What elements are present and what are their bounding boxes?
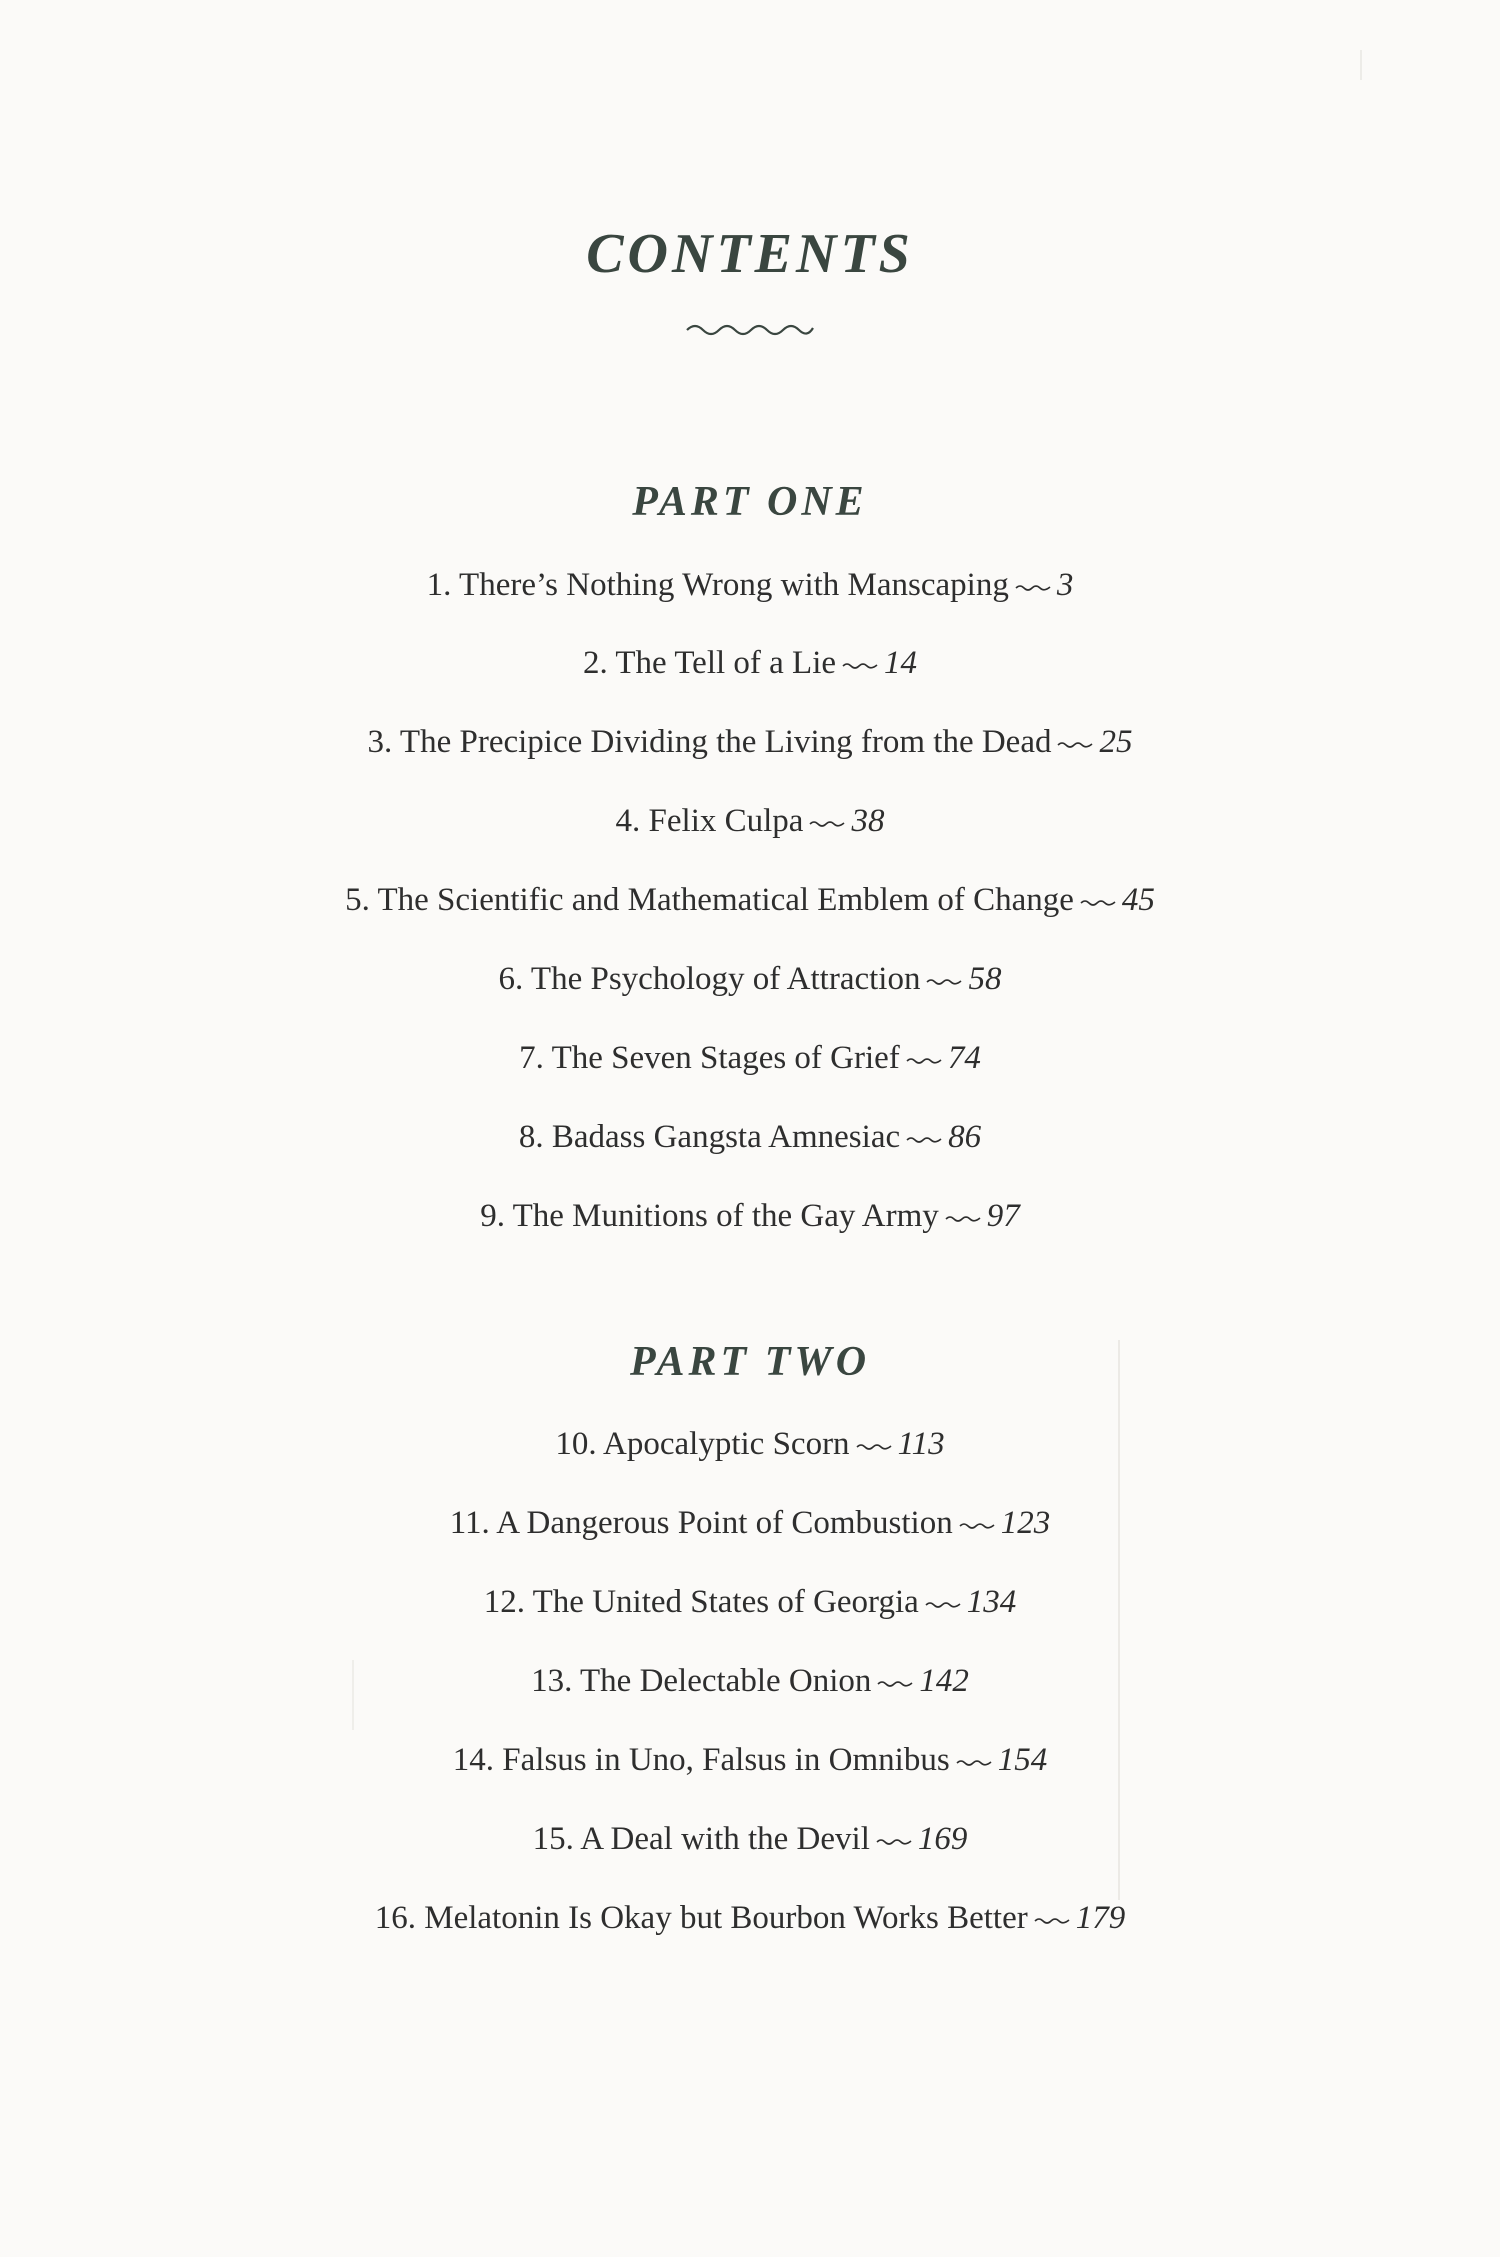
chapter-title: 9. The Munitions of the Gay Army xyxy=(480,1198,939,1234)
page-number: 86 xyxy=(948,1119,982,1155)
chapter-title: 12. The United States of Georgia xyxy=(483,1584,919,1620)
wave-separator-icon xyxy=(842,660,878,670)
chapter-title: 14. Falsus in Uno, Falsus in Omnibus xyxy=(452,1742,950,1778)
page-number: 14 xyxy=(884,645,918,681)
toc-entry[interactable] xyxy=(0,1038,1500,1078)
page-number: 58 xyxy=(968,961,1002,997)
part-two-heading: PART TWO xyxy=(629,1339,871,1385)
chapter-title: 8. Badass Gangsta Amnesiac xyxy=(518,1119,901,1155)
toc-entry[interactable] xyxy=(0,722,1500,762)
wave-separator-icon xyxy=(959,1520,995,1530)
wavy-rule-ornament xyxy=(685,318,815,338)
page-number: 113 xyxy=(897,1426,945,1462)
page-title: CONTENTS xyxy=(586,223,914,285)
wave-separator-icon xyxy=(906,1055,942,1065)
paper-speck xyxy=(352,1660,354,1730)
wave-separator-icon xyxy=(1034,1915,1070,1925)
chapter-title: 7. The Seven Stages of Grief xyxy=(519,1040,900,1076)
chapter-title: 1. There’s Nothing Wrong with Manscaping xyxy=(426,567,1009,603)
wave-separator-icon xyxy=(877,1678,913,1688)
toc-entry[interactable] xyxy=(0,1819,1500,1859)
wave-separator-icon xyxy=(906,1134,942,1144)
page-number: 134 xyxy=(966,1584,1017,1620)
chapter-title: 3. The Precipice Dividing the Living from the Dead xyxy=(367,724,1052,760)
page-number: 179 xyxy=(1075,1900,1126,1936)
chapter-title: 13. The Delectable Onion xyxy=(531,1663,872,1699)
toc-entry[interactable] xyxy=(0,1661,1500,1701)
paper-speck xyxy=(1360,50,1362,80)
wave-separator-icon xyxy=(925,1599,961,1609)
chapter-title: 11. A Dangerous Point of Combustion xyxy=(449,1505,953,1541)
chapter-title: 6. The Psychology of Attraction xyxy=(498,961,921,997)
wave-separator-icon xyxy=(1057,739,1093,749)
wave-separator-icon xyxy=(1015,582,1051,592)
page-number: 169 xyxy=(917,1821,968,1857)
page-number: 45 xyxy=(1121,882,1155,918)
page-number: 123 xyxy=(1000,1505,1051,1541)
chapter-title: 4. Felix Culpa xyxy=(615,803,804,839)
wave-separator-icon xyxy=(926,976,962,986)
paper-crease xyxy=(1118,1340,1120,1900)
toc-entry[interactable] xyxy=(0,880,1500,920)
wave-separator-icon xyxy=(945,1213,981,1223)
chapter-title: 5. The Scientific and Mathematical Emblem of Change xyxy=(345,882,1074,918)
part-one-heading: PART ONE xyxy=(632,479,868,525)
wave-separator-icon xyxy=(876,1836,912,1846)
toc-entry[interactable] xyxy=(0,1424,1500,1464)
toc-entry[interactable] xyxy=(0,959,1500,999)
chapter-title: 2. The Tell of a Lie xyxy=(582,645,837,681)
page-number: 38 xyxy=(851,803,885,839)
wave-separator-icon xyxy=(1080,897,1116,907)
wave-separator-icon xyxy=(956,1757,992,1767)
chapter-title: 16. Melatonin Is Okay but Bourbon Works Better xyxy=(374,1900,1028,1936)
toc-entry[interactable] xyxy=(0,1503,1500,1543)
toc-entry[interactable] xyxy=(0,643,1500,683)
chapter-title: 15. A Deal with the Devil xyxy=(532,1821,870,1857)
toc-entry[interactable] xyxy=(0,1196,1500,1236)
toc-entry[interactable] xyxy=(0,1740,1500,1780)
page-number: 74 xyxy=(947,1040,981,1076)
page-number: 3 xyxy=(1056,567,1074,603)
toc-entry[interactable] xyxy=(0,1117,1500,1157)
page-number: 25 xyxy=(1099,724,1133,760)
page-number: 142 xyxy=(919,1663,969,1699)
toc-entry[interactable] xyxy=(0,1582,1500,1622)
toc-entry[interactable] xyxy=(0,565,1500,605)
page-number: 154 xyxy=(997,1742,1048,1778)
toc-entry[interactable] xyxy=(0,1898,1500,1938)
chapter-title: 10. Apocalyptic Scorn xyxy=(555,1426,850,1462)
page-number: 97 xyxy=(986,1198,1020,1234)
toc-entry[interactable] xyxy=(0,801,1500,841)
wave-separator-icon xyxy=(856,1441,892,1451)
wave-separator-icon xyxy=(809,818,845,828)
